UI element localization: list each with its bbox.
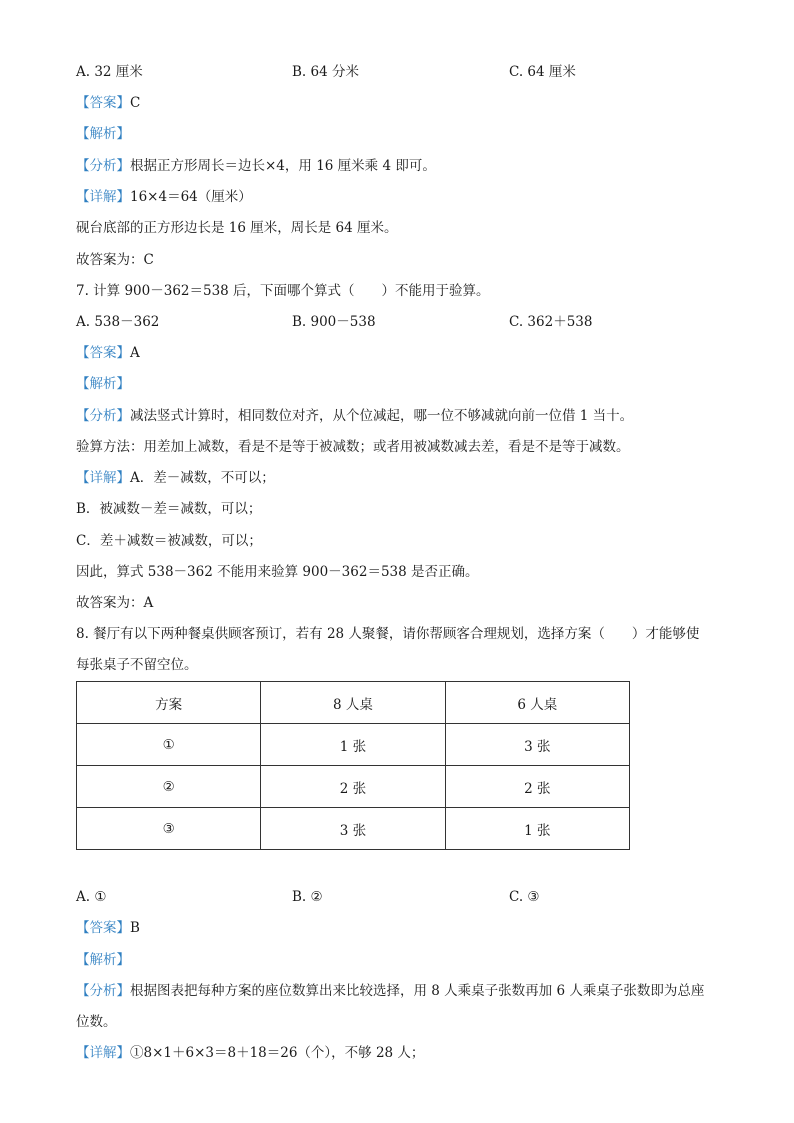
q7-question: 7. 计算 900－362＝538 后，下面哪个算式（ ）不能用于验算。 — [76, 283, 490, 299]
table-cell: ① — [77, 724, 261, 766]
table-header: 8 人桌 — [261, 682, 445, 724]
q7-option-b: B. 900－538 — [292, 314, 376, 330]
fenxi-tag: 【分析】 — [76, 983, 130, 999]
table-cell: 1 张 — [445, 808, 629, 850]
q6-conclusion: 故答案为：C — [76, 252, 154, 268]
fenxi-tag: 【分析】 — [76, 408, 130, 424]
table-row — [77, 808, 630, 850]
table-header-row — [77, 682, 630, 724]
table-row — [77, 724, 630, 766]
fenxi-text: 根据图表把每种方案的座位数算出来比较选择，用 8 人乘桌子张数再加 6 人乘桌子张数即为总座 — [130, 983, 705, 999]
answer-tag: 【答案】 — [76, 920, 130, 936]
table-header: 6 人桌 — [445, 682, 629, 724]
table-cell: 1 张 — [261, 724, 445, 766]
q6-fenxi — [76, 156, 436, 176]
q6-detail: 砚台底部的正方形边长是 16 厘米，周长是 64 厘米。 — [76, 220, 398, 236]
xiangjie-text: A．差－减数，不可以； — [130, 470, 275, 486]
xiangjie-text: 16×4＝64（厘米） — [130, 189, 252, 205]
q7-line-b: B．被减数－差＝减数，可以； — [76, 501, 262, 517]
q7-option-a: A. 538－362 — [76, 314, 160, 330]
q8-option-c: C. ③ — [509, 889, 540, 905]
xiangjie-tag: 【详解】 — [76, 189, 130, 205]
q7-conclusion: 故答案为：A — [76, 595, 154, 611]
q8-fenxi-line2: 位数。 — [76, 1014, 117, 1030]
table-cell: 2 张 — [445, 766, 629, 808]
q7-answer — [76, 343, 140, 363]
q7-analysis-tag: 【解析】 — [76, 376, 130, 392]
answer-value: C — [130, 95, 141, 111]
q6-option-a: A. 32 厘米 — [76, 64, 143, 80]
xiangjie-text: ①8×1＋6×3＝8＋18＝26（个），不够 28 人； — [130, 1045, 425, 1061]
q8-option-a: A. ① — [76, 889, 107, 905]
q8-option-b: B. ② — [292, 889, 323, 905]
q8-plan-table — [76, 681, 630, 850]
answer-tag: 【答案】 — [76, 345, 130, 361]
q6-options — [76, 62, 726, 82]
q6-xiangjie — [76, 187, 252, 207]
q6-option-b: B. 64 分米 — [292, 64, 359, 80]
answer-value: B — [130, 920, 140, 936]
q8-options — [76, 887, 726, 907]
table-cell: 2 张 — [261, 766, 445, 808]
q6-option-c: C. 64 厘米 — [509, 64, 576, 80]
q7-therefore: 因此，算式 538－362 不能用来验算 900－362＝538 是否正确。 — [76, 564, 479, 580]
table-cell: ② — [77, 766, 261, 808]
table-cell: 3 张 — [261, 808, 445, 850]
q7-options — [76, 312, 726, 332]
q8-analysis-tag: 【解析】 — [76, 952, 130, 968]
fenxi-tag: 【分析】 — [76, 158, 130, 174]
q7-method: 验算方法：用差加上减数，看是不是等于被减数；或者用被减数减去差，看是不是等于减数。 — [76, 439, 630, 455]
answer-value: A — [130, 345, 140, 361]
q6-analysis-tag: 【解析】 — [76, 126, 130, 142]
q8-fenxi-line1 — [76, 981, 704, 1001]
q8-xiangjie — [76, 1043, 424, 1063]
fenxi-text: 减法竖式计算时，相同数位对齐，从个位减起，哪一位不够减就向前一位借 1 当十。 — [130, 408, 634, 424]
table-cell: 3 张 — [445, 724, 629, 766]
fenxi-text: 根据正方形周长＝边长×4，用 16 厘米乘 4 即可。 — [130, 158, 436, 174]
table-cell: ③ — [77, 808, 261, 850]
table-header: 方案 — [77, 682, 261, 724]
table-row — [77, 766, 630, 808]
q8-question-line2: 每张桌子不留空位。 — [76, 657, 198, 673]
q7-xiangjie — [76, 468, 275, 488]
q6-answer — [76, 93, 140, 113]
answer-tag: 【答案】 — [76, 95, 130, 111]
q7-option-c: C. 362＋538 — [509, 314, 593, 330]
xiangjie-tag: 【详解】 — [76, 470, 130, 486]
q7-fenxi — [76, 406, 633, 426]
xiangjie-tag: 【详解】 — [76, 1045, 130, 1061]
q8-answer — [76, 918, 140, 938]
q7-line-c: C．差＋减数＝被减数，可以； — [76, 533, 262, 549]
q8-question-line1: 8. 餐厅有以下两种餐桌供顾客预订，若有 28 人聚餐，请你帮顾客合理规划，选择方案（ ）才能够使 — [76, 626, 700, 642]
